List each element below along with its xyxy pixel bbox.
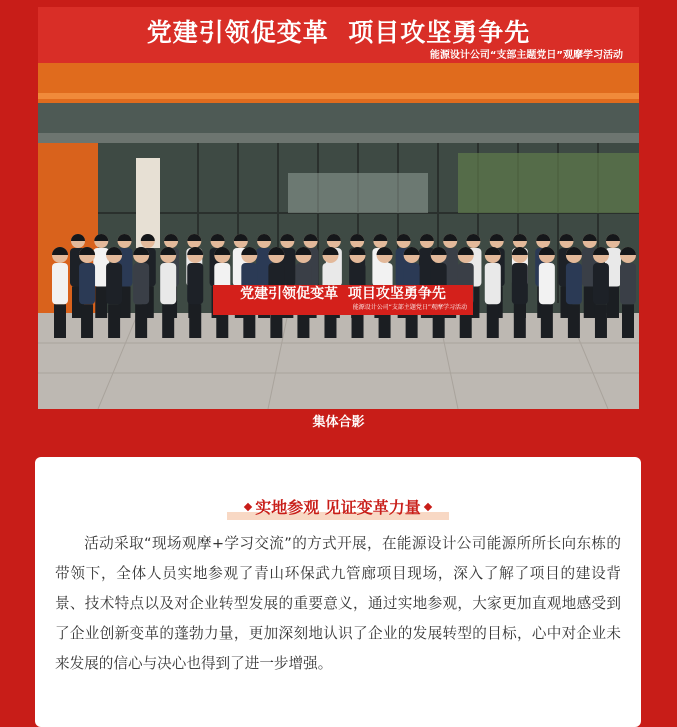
photo-caption: 集体合影 — [312, 415, 365, 430]
banner-title: 党建引领促变革 项目攻坚勇争先 — [146, 18, 531, 47]
person — [106, 247, 122, 338]
held-banner-text — [213, 285, 473, 315]
person — [512, 247, 528, 338]
section-body: 活动采取“现场观摩+学习交流”的方式开展，在能源设计公司能源所所长向东栋的带领下，全体人员实地参观了青山环保武九管廊项目现场，深入了解了项目的建设背景、技术特点以及对企业转型发展的重要意义，通过实地参观，大家更加直观地感受到了企业创新变革的蓬勃力量，更加深刻地认识了企业的发展转型的目标，心中对企业未来发展的信心与决心也得到了进一步增强。 — [55, 535, 621, 672]
section-title-text: 实地参观 见证变革力量 — [255, 498, 421, 517]
section-title — [227, 495, 449, 520]
group-photo — [38, 7, 639, 409]
person — [566, 247, 582, 338]
person — [160, 247, 176, 338]
person — [485, 247, 501, 338]
held-banner-subtitle: 能源设计公司“支部主题党日”观摩学习活动 — [352, 304, 467, 311]
person — [187, 247, 203, 338]
person — [539, 247, 555, 338]
person — [52, 247, 68, 338]
section-header — [35, 495, 641, 520]
person — [620, 247, 636, 338]
diamond-left-icon — [244, 503, 252, 511]
person — [79, 247, 95, 338]
upper-windows — [38, 103, 639, 133]
held-banner-title: 党建引领促变革 项目攻坚勇争先 — [240, 286, 446, 302]
person — [133, 247, 149, 338]
group-photo-scene — [38, 63, 639, 409]
banner-subtitle: 能源设计公司“支部主题党日”观摩学习活动 — [429, 50, 623, 61]
content-card — [35, 457, 641, 727]
diamond-right-icon — [424, 503, 432, 511]
person — [593, 247, 609, 338]
photo-header-banner — [38, 7, 639, 63]
